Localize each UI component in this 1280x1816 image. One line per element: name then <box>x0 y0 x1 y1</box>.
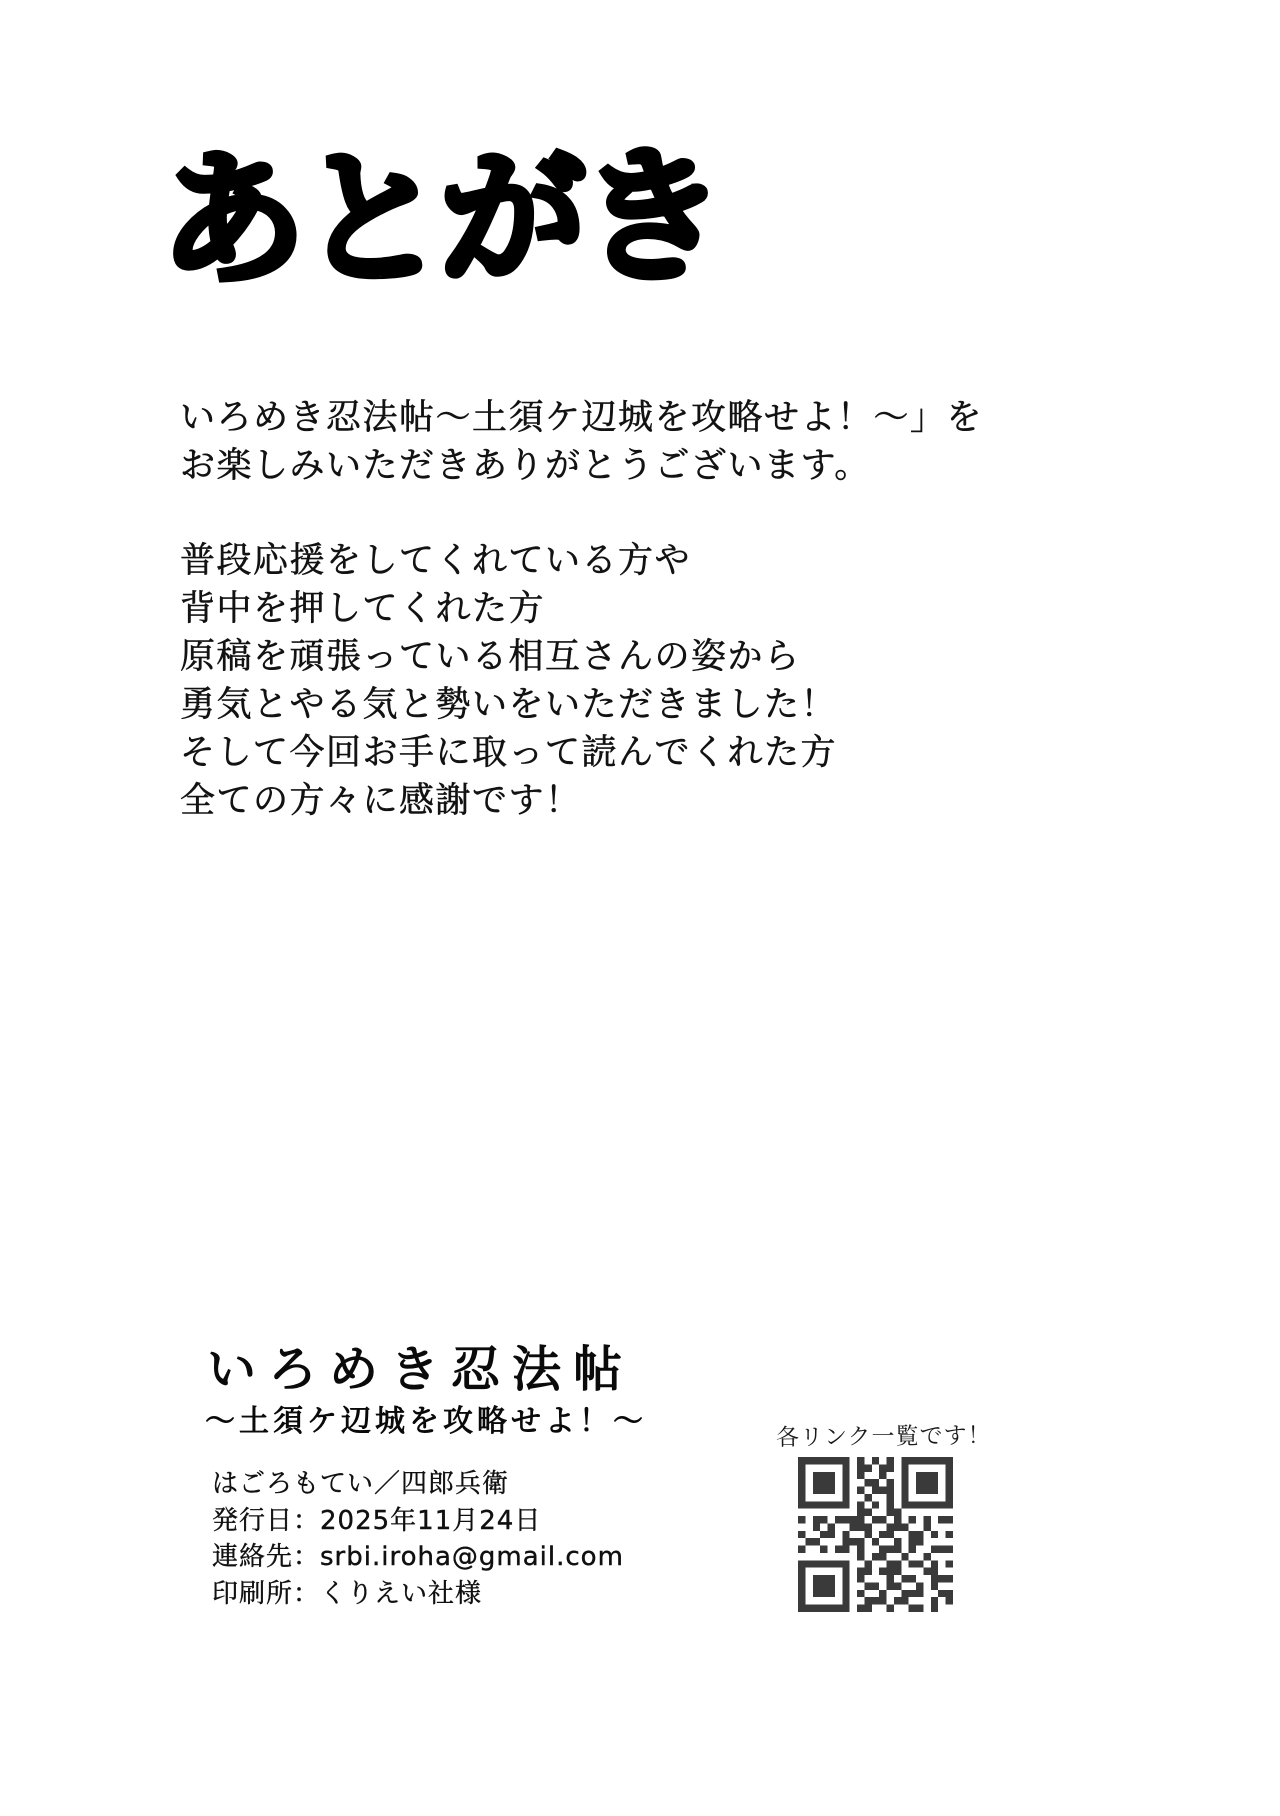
afterword-line: 勇気とやる気と勢いをいただきました！ <box>180 685 838 725</box>
circle-author: はごろもてい／四郎兵衛 <box>212 1469 510 1499</box>
afterword-line: お楽しみいただきありがとうございます。 <box>180 446 871 486</box>
book-title: いろめき忍法帖 <box>207 1341 635 1398</box>
afterword-line: 全ての方々に感謝です！ <box>180 781 582 821</box>
afterword-paragraph-2 <box>180 537 837 825</box>
qr-label: 各リンク一覧です！ <box>775 1422 992 1452</box>
printer: 印刷所：くりえい社様 <box>212 1578 483 1609</box>
afterword-line: 普段応援をしてくれている方や <box>180 541 692 581</box>
book-subtitle: ～土須ケ辺城を攻略せよ！～ <box>205 1404 647 1439</box>
page-title: あとがき <box>159 132 721 306</box>
qr-code <box>798 1457 953 1612</box>
colophon-credits <box>212 1466 624 1612</box>
publish-date: 発行日：2025年11月24日 <box>212 1505 542 1536</box>
afterword-line: いろめき忍法帖～土須ケ辺城を攻略せよ！～」を <box>180 398 984 438</box>
contact-email: 連絡先：srbi.iroha@gmail.com <box>212 1542 624 1572</box>
afterword-line: 背中を押してくれた方 <box>180 589 546 629</box>
afterword-paragraph-1 <box>180 394 983 490</box>
afterword-line: そして今回お手に取って読んでくれた方 <box>180 733 838 773</box>
afterword-line: 原稿を頑張っている相互さんの姿から <box>180 637 801 677</box>
